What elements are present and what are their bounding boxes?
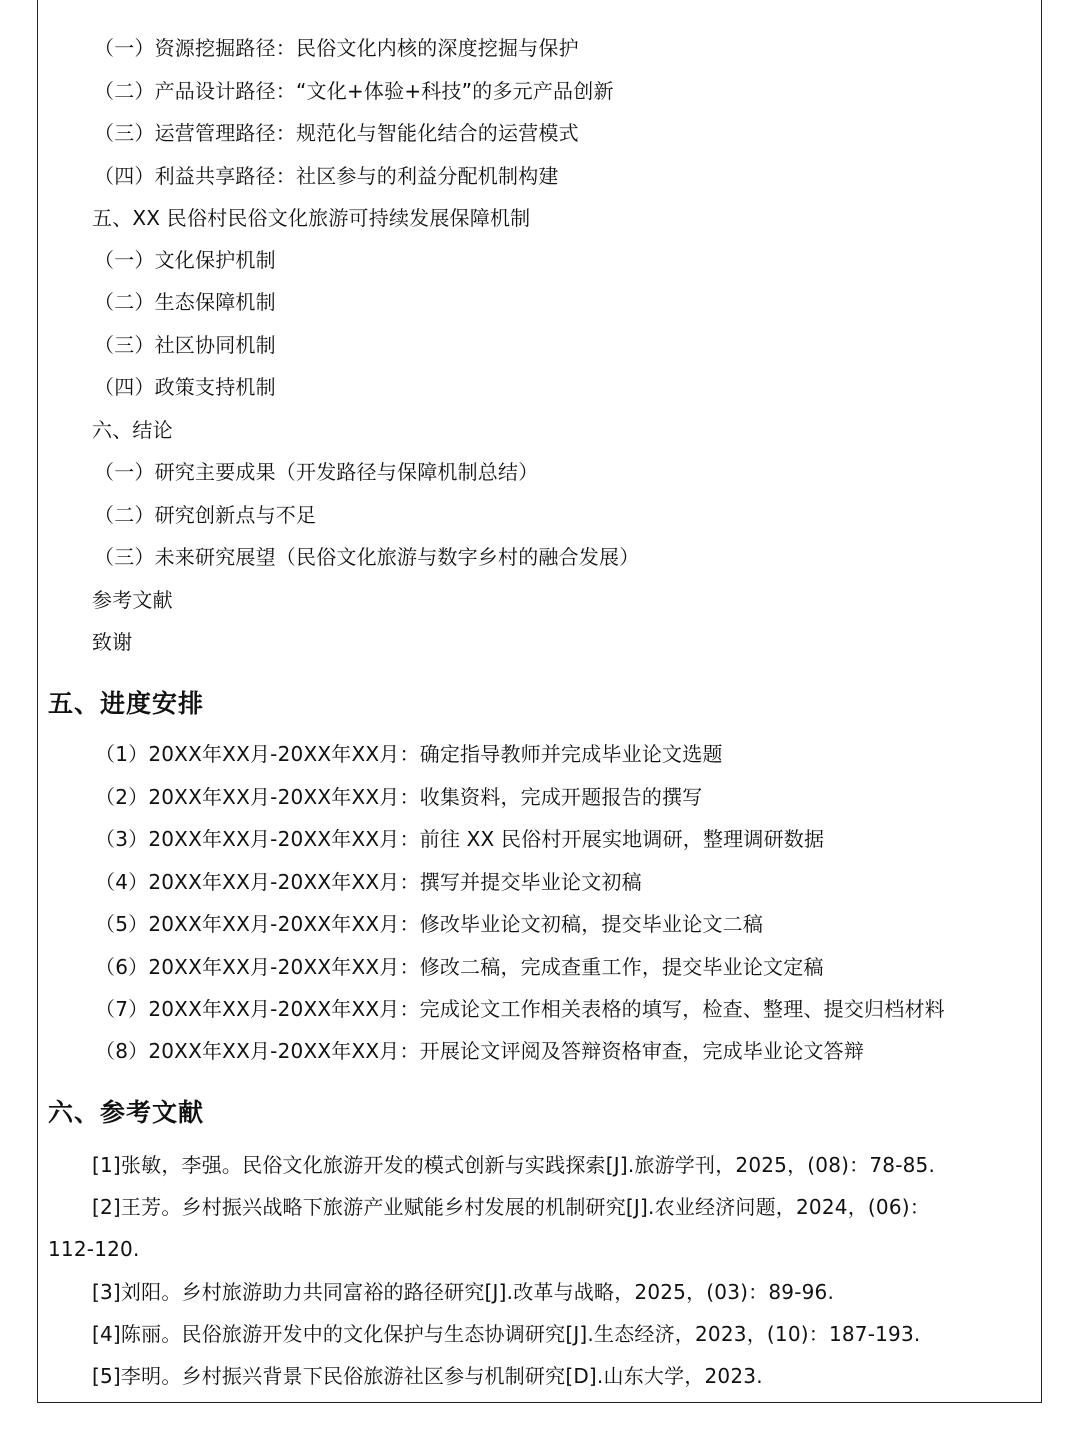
outline-item: （二）生态保障机制 bbox=[94, 290, 276, 314]
schedule-item: （4）20XX年XX月-20XX年XX月：撰写并提交毕业论文初稿 bbox=[95, 870, 642, 894]
outline-item: （二）产品设计路径：“文化+体验+科技”的多元产品创新 bbox=[94, 79, 614, 103]
schedule-section-title: 五、进度安排 bbox=[48, 689, 205, 718]
reference-item: [5]李明。乡村振兴背景下民俗旅游社区参与机制研究[D].山东大学，2023. bbox=[92, 1364, 763, 1388]
outline-item: （三）社区协同机制 bbox=[94, 333, 276, 357]
schedule-item: （2）20XX年XX月-20XX年XX月：收集资料，完成开题报告的撰写 bbox=[95, 785, 703, 809]
outline-chapter: 参考文献 bbox=[92, 588, 173, 612]
outline-item: （一）文化保护机制 bbox=[94, 248, 276, 272]
schedule-item: （3）20XX年XX月-20XX年XX月：前往 XX 民俗村开展实地调研，整理调研数据 bbox=[95, 827, 825, 851]
outline-chapter: 五、XX 民俗村民俗文化旅游可持续发展保障机制 bbox=[92, 206, 531, 230]
outline-chapter: 六、结论 bbox=[92, 418, 173, 442]
reference-item: [4]陈丽。民俗旅游开发中的文化保护与生态协调研究[J].生态经济，2023，(10)：187-193. bbox=[92, 1322, 921, 1346]
outline-item: （一）资源挖掘路径：民俗文化内核的深度挖掘与保护 bbox=[94, 36, 579, 60]
outline-item: （三）运营管理路径：规范化与智能化结合的运营模式 bbox=[94, 121, 579, 145]
schedule-item: （8）20XX年XX月-20XX年XX月：开展论文评阅及答辩资格审查，完成毕业论文答辩 bbox=[95, 1039, 865, 1063]
outline-chapter: 致谢 bbox=[92, 630, 133, 654]
reference-item-continuation: 112-120. bbox=[48, 1237, 140, 1261]
schedule-item: （7）20XX年XX月-20XX年XX月：完成论文工作相关表格的填写，检查、整理、提交归档材料 bbox=[95, 997, 945, 1021]
outline-item: （四）利益共享路径：社区参与的利益分配机制构建 bbox=[94, 164, 559, 188]
reference-item: [1]张敏，李强。民俗文化旅游开发的模式创新与实践探索[J].旅游学刊，2025，(08)：78-85. bbox=[92, 1153, 936, 1177]
outline-item: （四）政策支持机制 bbox=[94, 375, 276, 399]
reference-item: [2]王芳。乡村振兴战略下旅游产业赋能乡村发展的机制研究[J].农业经济问题，2024，(06)： bbox=[92, 1195, 930, 1219]
references-section-title: 六、参考文献 bbox=[48, 1098, 205, 1127]
outline-item: （二）研究创新点与不足 bbox=[94, 503, 317, 527]
schedule-item: （6）20XX年XX月-20XX年XX月：修改二稿，完成查重工作，提交毕业论文定稿 bbox=[95, 955, 824, 979]
schedule-item: （1）20XX年XX月-20XX年XX月：确定指导教师并完成毕业论文选题 bbox=[95, 742, 723, 766]
outline-item: （三）未来研究展望（民俗文化旅游与数字乡村的融合发展） bbox=[94, 545, 640, 569]
outline-item: （一）研究主要成果（开发路径与保障机制总结） bbox=[94, 460, 539, 484]
schedule-item: （5）20XX年XX月-20XX年XX月：修改毕业论文初稿，提交毕业论文二稿 bbox=[95, 912, 764, 936]
reference-item: [3]刘阳。乡村旅游助力共同富裕的路径研究[J].改革与战略，2025，(03)：89-96. bbox=[92, 1280, 835, 1304]
